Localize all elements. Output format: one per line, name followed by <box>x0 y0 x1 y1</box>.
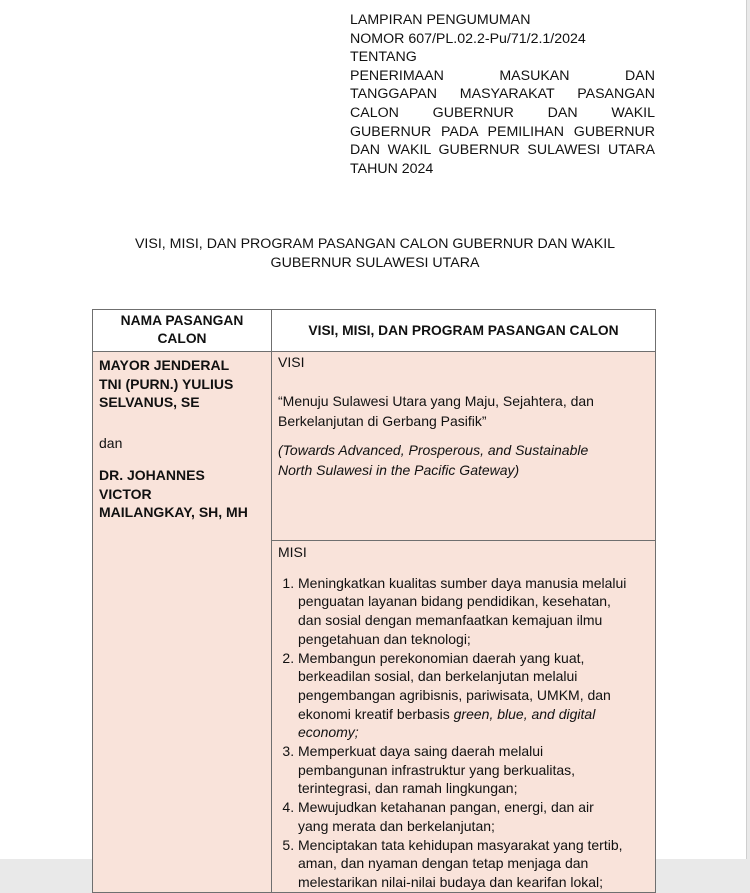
misi-cell <box>272 541 656 893</box>
misi-line: dan sosial dengan memanfaatkan kemajuan ilmu <box>298 612 603 629</box>
misi-line: berkeadilan sosial, dan berkelanjutan melalui <box>298 668 578 685</box>
misi-list <box>278 574 649 892</box>
misi-line: Meningkatkan kualitas sumber daya manusia melalui <box>298 574 627 591</box>
title-line: VISI, MISI, DAN PROGRAM PASANGAN CALON GUBERNUR DAN WAKIL <box>134 236 616 252</box>
column-header-visi-misi: VISI, MISI, DAN PROGRAM PASANGAN CALON <box>272 310 656 352</box>
table-header-row <box>93 310 656 352</box>
misi-label: MISI <box>278 544 307 560</box>
header-line: CALON GUBERNUR DAN WAKIL <box>350 104 655 121</box>
misi-item <box>298 836 649 892</box>
header-line: NOMOR 607/PL.02.2-Pu/71/2.1/2024 <box>350 30 586 47</box>
document-title <box>90 235 660 273</box>
visi-text <box>278 391 649 431</box>
visi-text-line: “Menuju Sulawesi Utara yang Maju, Sejahtera, dan <box>278 393 594 409</box>
misi-item <box>298 798 649 835</box>
misi-item <box>298 574 649 649</box>
visi-english-line: North Sulawesi in the Pacific Gateway) <box>278 462 520 478</box>
header-line: GUBERNUR PADA PEMILIHAN GUBERNUR <box>350 123 655 140</box>
table-row <box>93 352 656 541</box>
header-line: LAMPIRAN PENGUMUMAN <box>350 12 531 28</box>
candidate-name-line: TNI (PURN.) YULIUS <box>99 375 234 392</box>
misi-line-italic: green, blue, and digital <box>453 705 596 722</box>
header-line: TANGGAPAN MASYARAKAT PASANGAN <box>350 86 655 103</box>
header-line: TAHUN 2024 <box>350 160 434 177</box>
connector-text: dan <box>99 434 123 451</box>
misi-line: pembangunan infrastruktur yang berkualitas, <box>298 761 576 778</box>
candidate-name-line: DR. JOHANNES <box>99 467 205 483</box>
misi-item <box>298 742 649 798</box>
candidate-cell <box>93 352 272 893</box>
misi-line: aman, dan nyaman dengan tetap menjaga dan <box>298 855 589 872</box>
misi-line: Membangun perekonomian daerah yang kuat, <box>298 649 585 666</box>
misi-line: pengembangan agribisnis, pariwisata, UMKM, dan <box>298 686 611 703</box>
title-line: GUBERNUR SULAWESI UTARA <box>270 255 480 271</box>
visi-label: VISI <box>278 354 305 370</box>
visi-cell <box>272 352 656 541</box>
misi-line: yang merata dan berkelanjutan; <box>298 817 495 834</box>
header-line: DAN WAKIL GUBERNUR SULAWESI UTARA <box>350 142 655 159</box>
lampiran-header <box>350 11 655 178</box>
visi-misi-table <box>92 309 656 893</box>
candidate-name-line: VICTOR <box>99 485 152 502</box>
candidate-name-line: MAILANGKAY, SH, MH <box>99 504 248 520</box>
misi-item <box>298 649 649 743</box>
candidate-name-line: SELVANUS, SE <box>99 394 200 410</box>
misi-line: ekonomi kreatif berbasis <box>298 705 454 722</box>
column-header-line: NAMA PASANGAN <box>120 313 244 328</box>
misi-line: melestarikan nilai-nilai budaya dan kearifan lokal; <box>298 873 604 890</box>
header-line: PENERIMAAN MASUKAN DAN <box>350 67 655 84</box>
misi-line: Menciptakan tata kehidupan masyarakat yang tertib, <box>298 836 623 853</box>
visi-english <box>278 440 649 480</box>
column-header-line: CALON <box>157 331 207 346</box>
misi-line-italic: economy; <box>298 724 359 741</box>
column-header-nama <box>93 310 272 352</box>
misi-line: terintegrasi, dan ramah lingkungan; <box>298 780 518 797</box>
misi-line: penguatan layanan bidang pendidikan, kesehatan, <box>298 593 611 610</box>
candidate-name-line: MAYOR JENDERAL <box>99 357 230 373</box>
misi-line: Mewujudkan ketahanan pangan, energi, dan air <box>298 799 594 816</box>
visi-english-line: (Towards Advanced, Prosperous, and Sustainable <box>278 442 589 458</box>
misi-line: Memperkuat daya saing daerah melalui <box>298 743 544 760</box>
misi-line: pengetahuan dan teknologi; <box>298 630 471 647</box>
visi-text-line: Berkelanjutan di Gerbang Pasifik” <box>278 413 487 429</box>
header-line: TENTANG <box>350 49 417 66</box>
